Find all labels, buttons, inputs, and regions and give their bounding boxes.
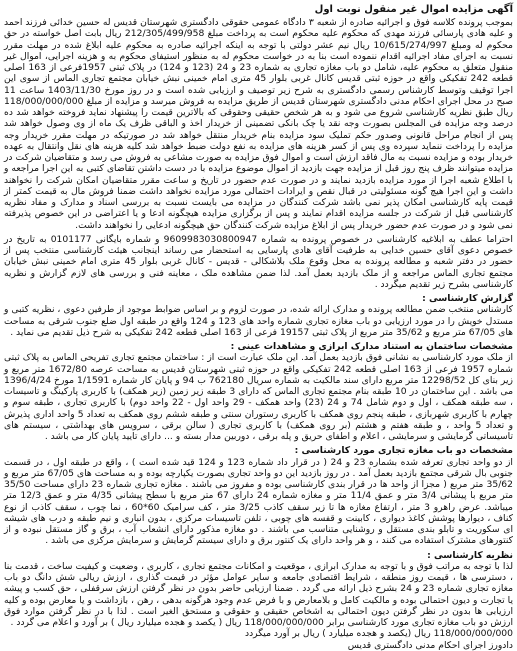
building-specs-paragraph: از ملک مورد کارشناسی به نشانی فوق بازدید بعمل آمد. این ملک عبارت است از : ساختمان مجتمع تجاری تفریحی الماس به پلاک ثبتی شماره 1957 فرعی از 163 اصلی قطعه 242 تفکیکی واقع در حوزه ثبتی شهرستان قدیس به مساحت عرصه 1672/80 متر مربع و زیر بنای کل 12298/52 متر مربع دارای سند مالکیت به شماره سریال 762180 ب 94 و پایان کار شماره 1/1591 مورخ 1396/4/24 می باشد . این ساختمان در 10 طبقه بنام مجتمع تجاری الماس که دارای 3 طبقه زیر زمین (زیر همکف) با کاربری پارکینگ و تاسیسات ، سه طبقه همکف ، اول و دوم شامل 74 و 24 (23) واحد همکف - 29 واحد اول - 22 واحد دوم) با کاربری تجاری ، طبقه سوم و چهارم با کاربری شهربازی ، طبقه پنجم روی همکف با کاربری رستوران سنتی و طبقه ششم روی همکف به تعداد 5 واحد اداری پذیرش و تعداد 5 واحد ، و طبقه هفتم و هشتم (بر روی همکف) با کاربری تجاری ( سالن برقی ، سرویس های بهداشتی ، سیستم های تاسیساتی گرمایشی و سرمایشی ، اعلام و اطفای حریق و پله برقی ، دوربین مدار بسته و ... دارای تایید پایان کار می باشد . — [4, 352, 514, 442]
valuation-line: 118/000/000/000 ریال (یکصد و هجده میلیارد ) ریال بر آورد میگردد — [244, 628, 513, 640]
intro-paragraph: بموجب پرونده کلاسه فوق و اجرائیه صادره از شعبه ۳ دادگاه عمومی حقوقی دادگستری شهرستان قدیس له حسین خدائی فرزند احمد و علیه هادی پارسائی فرزند مهدی که محکوم علیه محکوم است به پرداخت مبلغ 212/305/499/958 ریال بابت اصل خواسته در حق محکوم له ومبلغ 10/615/274/997 ریال نیم عشر دولتی با توجه به اینکه اجرائیه صادره به محکوم علیه ابلاغ شده در مهلت مقرر نسبت به اجرای مفاد اجرائیه اقدام ننموده است بنا به در خواست محکوم له به منظور استیفای محکوم به و هزینه اجرایی، اموال غیر منقول متعلق به محکوم علیه، شامل دو باب مغازه تجاری به شماره 23 و 24 (123 و 124) در پلاک ثبتی 1957فرعی از 163 اصلی قطعه 242 تفکیکی واقع در حوزه ثبتی قدیس کانال غربی بلوار 45 متری امام خمینی نبش خیابان مجتمع تجاری الماس از سوی این اجرا توقیف وتوسط کارشناس رسمی دادگستری به شرح زیر توصیف و ارزیابی شده است و در روز مورخ 1403/11/30 ساعت 11 صبح در محل اجرای احکام مدنی دادگستری شهرستان قدیس از طریق مزایده به فروش میرسد و مزایده از مبلغ 118/000/000/000 ریال طبق نظریه کارشناسی شروع می شود و به هر شخص حقیقی وحقوقی که بالاترین قیمت را پیشنهاد نماید فروخته خواهد شد ده درصد وجه مزایده فی المجلس بصورت وجه نقد یا چک بانکی تضمینی از خریدار اخذ و الباقی ظرف یک ماه از وی وصول خواهد شد پس از انجام مراحل قانونی وصدور حکم تملیک سود مزایده بنام خریدار منتقل خواهد شد در صورتیکه در مهلت مقرر خریدار وجه مزایده را پرداخت ننماید سپرده وی پس از کسر هزینه های مزایده به نفع دولت ضبط خواهد شد کلیه هزینه های نقل وانتقال به عهده خریدار بوده و مزایده نسبت به مال فاقد ارزش است و اموال فوق مزایده به صورت مشاعی به فروش می رسد و متقاضیان شرکت در مزایده میتوانند ظرف پنج روز قبل از مزایده جهت بازدید از اموال موضوع مزایده با در دست داشتن تقاضای کتبی به این اجرا مراجعه و با اطلاع شعبه اجرا از مورد مزایده بازدید نمایند و در صورت عدم حضور در تاریخ و ساعت مقرر متقاضیان امکان شرکت را نخواهند داشت و این اجرا هیچ گونه مسئولیتی در قبال نقص و ایرادات احتمالی مورد مزایده نخواهد داشت ضمنا فروش مال به قیمت کمتر از قیمت پایه کارشناسی امکان پذیر نمی باشد شرکت کنندگان در مزایده می بایست نسبت به بررسی اسناد و مدارک و مفاد نظریه کارشناسی قبل از شرکت در جلسه مزایده اقدام نمایند و پس از برگزاری مزایده هیچگونه ادعا و یا اعتراضی در این خصوص پذیرفته نمی شود و در صورت عدم حضور خریدار پس از ابلاغ مزایده شرکت کنندگان حق هیچگونه ادعایی را نخواهند داشت. — [4, 17, 514, 231]
shops-specs-heading: مشخصات دو باب مغازه تجاری مورد کارشناسی : — [294, 445, 513, 457]
expert-opinion-paragraph: لذا با توجه به مراتب فوق و با توجه به مدارک ابرازی ، موقعیت و امکانات مجتمع تجاری ، کاربری ، وضعیت و کیفیت ساخت ، قدمت بنا ، دسترسی ها ، قیمت روز منطقه ، شرایط اقتصادی جامعه و سایر عوامل مؤثر در قیمت گذاری ، ارزش ریالی شش دانگ دو باب مغازه تجاری شماره 23 و 24 بشرح ذیل ارائه می گردد . ضمنا ارزیابی حاضر بدون در نظر گرفتن ارزش سرقفلی ، حق کسب و پیشه یا تجارت و دیون احتمالی بوده و مالکیت کامل و بلامعارض و با فرض عدم وجود هرگونه بدهی ، رهن ، بازداشت و یا معارض بوده و کلیه ارزیابی ها بدون در نظر گرفتن دیون احتمالی به اشخاص حقیقی و حقوقی و مستحق الغیر است . لذا با در نظر گرفتن موارد فوق ارزش دو باب مغازه تجاری مورد کارشناسی برابر 118/000/000/000 ریال ( یکصد و هجده میلیارد ریال ) بر آورد و اعلام می گردد . — [4, 560, 513, 628]
shops-specs-paragraph: از دو واحد تجاری تعرفه شده بشماره 23 و 24 ( در قرار داد شماره 123 و 124 قید شده است ) ، واقع در طبقه اول ، در قسمت جنوبی بال شرقی مجتمع بازدید بعمل آمد . در روز بازدید این دو واحد تجاری بصورت یکپارچه بوده و به مساحت های 67/05 متر مربع و 35/62 متر مربع ( مجزا از واحد ها در قرار بندی کارشناسی بوده و مفروز می باشند . مغازه تجاری شماره 23 دارای مساحت 35/50 متر مربع با پیشانی 3/4 متر و عمق 11/4 متر و مغازه شماره 24 دارای 67 متر مربع با سطح پیشانی 4/35 متر و عمق 12/3 متر میباشد. عرض راهرو 3 متر ، ارتفاع مغازه ها تا زیر سقف کاذب 3/25 متر ، کف سرامیک 60*60 ، نما چوب ، سقف کاذب از نوع کناف ، دیوارها پوشش کاغذ دیواری ، کابینت و قفسه های چوبی ، تلفن تاسیسات مرکزی ، بدون انباری و نیم طبقه و درب های شیشه ای سکوریت و تابلو بندی مستقل و روشنایی متناسب می باشند . دو مغازه مذکور دارای انشعاب آب ، برق و گاز مستقل نبوده و از کنتورهای مشترک استفاده می کنند ، و هر واحد دارای یک کنتور برق و دارای سیستم گرمایش و سرمایش مرکزی می باشد . — [4, 456, 514, 547]
expert-report-paragraph: کارشناس منتخب ضمن مطالعه پرونده و مدارک ارائه شده، در صورت لزوم و بر اساس ضوابط موجود از طرفین دعوی ، نظریه کتبی و مستدل خویش را در مورد ارزیابی دو باب مغازه تجاری شماره واحد های 123 و 124 واقع در طبقه اول ضلع جنوب شرقی به مساحت های 67/05 متر مربع و 35/62 متر مربع از پلاک ثبتی 19157 فرعی از 163 اصلی قطعه 242 تفکیکی به شرح ذیل تقدیم می نماید . — [4, 304, 514, 338]
signature-line: دادورز اجرای احکام مدنی دادگستری قدیس — [347, 639, 513, 651]
expert-referral-paragraph: احتراما عطف به ابلاغیه کارشناسی در خصوص پرونده به شماره 9609983030800947 و شماره بایگانی 0101177 به تاریخ در خصوص دعوی آقای حسین خدایی به طرفیت آقای هادی پارسایی به استحضار می رساند اینجانب هیئت کارشناسی منتخب پس از حضور در دفتر شعبه و مطالعه پرونده به محل وقوع ملک بلاشکالی - قدیس - کانال غربی بلوار 45 متری امام خمینی نبش خیابان مجتمع تجاری الماس مراجعه و از ملک بازدید بعمل آمد. لذا ضمن مشاهده ملک ، معاینه فنی و بررسی های لازم گزارش و نظریه کارشناسی بشرح زیر تقدیم میگردد . — [4, 233, 513, 290]
expert-opinion-heading: نظریه کارشناسی : — [427, 549, 513, 561]
notice-title: آگهی مزایده اموال غیر منقول نوبت اول — [314, 4, 513, 15]
expert-report-heading: گزارش کارشناسی : — [422, 293, 513, 304]
building-specs-heading: مشخصات ساختمان به استناد مدارک ابرازی و مشاهدات عینی : — [230, 341, 513, 352]
